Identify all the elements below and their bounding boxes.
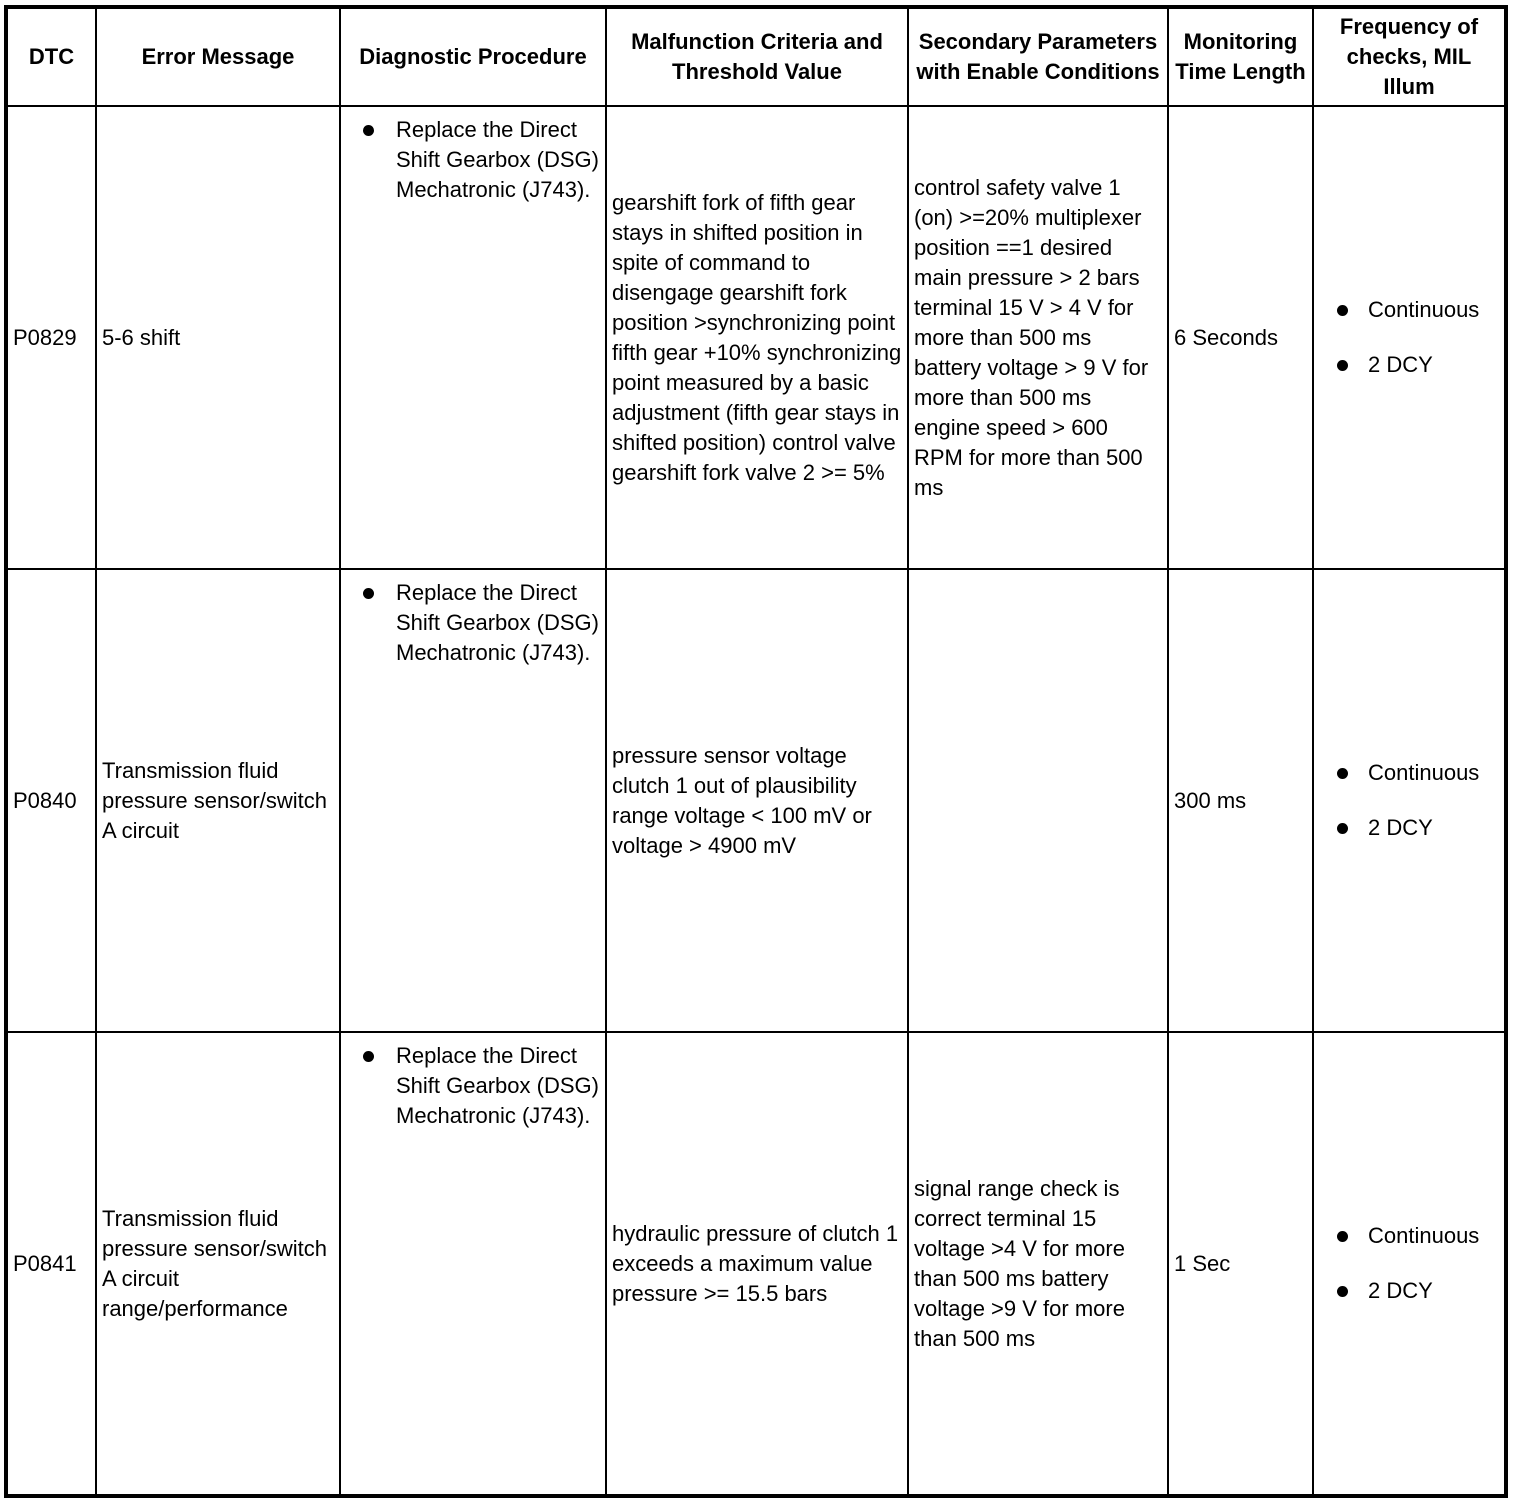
diagnostic-procedure-text: Replace the Direct Shift Gearbox (DSG) Mechatronic (J743). — [396, 580, 599, 665]
malfunction-criteria: hydraulic pressure of clutch 1 exceeds a maximum value pressure >= 15.5 bars — [606, 1032, 908, 1496]
bullet-icon — [1337, 1286, 1348, 1297]
frequency-text: Continuous — [1368, 760, 1480, 785]
secondary-parameters: control safety valve 1 (on) >=20% multiplexer position ==1 desired main pressure > 2 bars terminal 15 V > 4 V for more than 500 ms battery voltage > 9 V for more than 500 ms engine speed > 600 RPM for more than 500 ms — [908, 106, 1168, 569]
malfunction-criteria: pressure sensor voltage clutch 1 out of plausibility range voltage < 100 mV or voltage > 4900 mV — [606, 569, 908, 1032]
frequency-item — [1337, 1221, 1499, 1251]
table-row — [6, 569, 1506, 1032]
header-dtc: DTC — [6, 7, 96, 106]
diagnostic-procedure-text: Replace the Direct Shift Gearbox (DSG) Mechatronic (J743). — [396, 1043, 599, 1128]
frequency-list — [1319, 758, 1499, 843]
header-row — [6, 7, 1506, 106]
diagnostic-procedure — [340, 106, 606, 569]
diagnostic-procedure — [340, 569, 606, 1032]
error-message: 5-6 shift — [96, 106, 340, 569]
frequency-item — [1337, 813, 1499, 843]
diagnostic-procedure — [340, 1032, 606, 1496]
header-secondary-parameters: Secondary Parameters with Enable Conditions — [908, 7, 1168, 106]
frequency-text: Continuous — [1368, 1223, 1480, 1248]
table-row — [6, 106, 1506, 569]
error-message: Transmission fluid pressure sensor/switch A circuit — [96, 569, 340, 1032]
secondary-parameters — [908, 569, 1168, 1032]
monitoring-time: 300 ms — [1168, 569, 1313, 1032]
monitoring-time: 1 Sec — [1168, 1032, 1313, 1496]
secondary-parameters: signal range check is correct terminal 15 voltage >4 V for more than 500 ms battery voltage >9 V for more than 500 ms — [908, 1032, 1168, 1496]
frequency-cell — [1313, 569, 1506, 1032]
dtc-code: P0840 — [6, 569, 96, 1032]
frequency-text: 2 DCY — [1368, 815, 1433, 840]
bullet-icon — [1337, 768, 1348, 779]
header-frequency: Frequency of checks, MIL Illum — [1313, 7, 1506, 106]
diagnostic-procedure-text: Replace the Direct Shift Gearbox (DSG) Mechatronic (J743). — [396, 117, 599, 202]
frequency-text: 2 DCY — [1368, 352, 1433, 377]
bullet-icon — [1337, 823, 1348, 834]
frequency-item — [1337, 295, 1499, 325]
frequency-item — [1337, 758, 1499, 788]
header-monitoring-time: Monitoring Time Length — [1168, 7, 1313, 106]
dtc-code: P0841 — [6, 1032, 96, 1496]
bullet-icon — [363, 125, 374, 136]
bullet-icon — [363, 1051, 374, 1062]
monitoring-time: 6 Seconds — [1168, 106, 1313, 569]
bullet-icon — [1337, 1231, 1348, 1242]
dtc-table — [4, 5, 1508, 1498]
error-message: Transmission fluid pressure sensor/switch A circuit range/performance — [96, 1032, 340, 1496]
frequency-cell — [1313, 1032, 1506, 1496]
malfunction-criteria: gearshift fork of fifth gear stays in shifted position in spite of command to disengage gearshift fork position >synchronizing point fifth gear +10% synchronizing point measured by a basic adjustment (fifth gear stays in shifted position) control valve gearshift fork valve 2 >= 5% — [606, 106, 908, 569]
header-diagnostic-procedure: Diagnostic Procedure — [340, 7, 606, 106]
frequency-list — [1319, 295, 1499, 380]
header-malfunction-criteria: Malfunction Criteria and Threshold Value — [606, 7, 908, 106]
frequency-text: Continuous — [1368, 297, 1480, 322]
frequency-item — [1337, 350, 1499, 380]
table-row — [6, 1032, 1506, 1496]
bullet-icon — [1337, 305, 1348, 316]
frequency-item — [1337, 1276, 1499, 1306]
header-error-message: Error Message — [96, 7, 340, 106]
bullet-icon — [1337, 360, 1348, 371]
frequency-cell — [1313, 106, 1506, 569]
dtc-code: P0829 — [6, 106, 96, 569]
bullet-icon — [363, 588, 374, 599]
frequency-text: 2 DCY — [1368, 1278, 1433, 1303]
frequency-list — [1319, 1221, 1499, 1306]
